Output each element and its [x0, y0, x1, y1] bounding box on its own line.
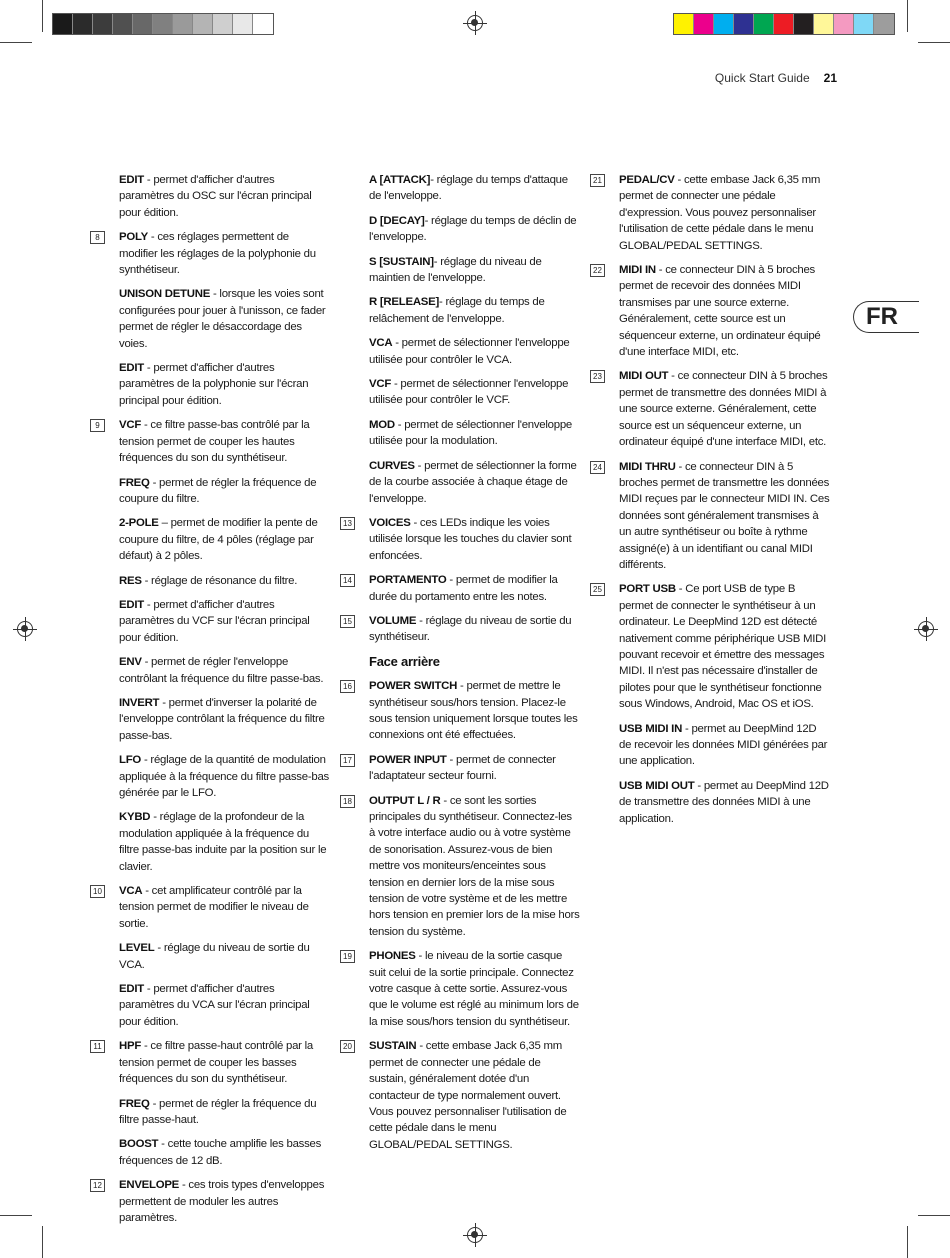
- term-description: - permet d'afficher d'autres paramètres du OSC sur l'écran principal pour édition.: [119, 174, 312, 219]
- grayscale-calibration-strip: [52, 13, 274, 35]
- swatch: [93, 14, 113, 34]
- crop-mark: [0, 1215, 32, 1216]
- list-item: [90, 475, 330, 508]
- term-description: - cette touche amplifie les basses fréquences de 12 dB.: [119, 1138, 322, 1167]
- item-number-badge: 15: [340, 615, 355, 628]
- list-item: [590, 721, 830, 770]
- term-description: - permet de mettre le synthétiseur sous/hors tension. Placez-le sous tension uniquement lorsque toutes les connexions ont été effectuées.: [369, 680, 578, 742]
- list-item: [590, 262, 830, 360]
- swatch: [193, 14, 213, 34]
- term-label: R [RELEASE]: [369, 296, 440, 309]
- swatch: [754, 14, 774, 34]
- term-description: - permet de régler la fréquence du filtre passe-haut.: [119, 1097, 317, 1126]
- item-number-badge: 11: [90, 1040, 105, 1053]
- list-item: [90, 1177, 330, 1226]
- crop-mark: [918, 1215, 950, 1216]
- term-description: - ce connecteur DIN à 5 broches permet de transmettre des données MIDI à une source externe. Généralement, cette source est un séquenceur externe, un ordinateur équipé d'une interface MIDI, etc.: [619, 370, 828, 449]
- crop-mark: [0, 42, 32, 43]
- item-number-badge: 23: [590, 370, 605, 383]
- term-label: S [SUSTAIN]: [369, 255, 434, 268]
- list-item: [340, 335, 580, 368]
- term-label: VCF: [119, 419, 142, 432]
- crop-mark: [907, 0, 908, 32]
- item-number-badge: 25: [590, 583, 605, 596]
- list-item: [340, 572, 580, 605]
- term-label: MIDI THRU: [619, 460, 676, 473]
- term-description: - permet d'afficher d'autres paramètres du VCF sur l'écran principal pour édition.: [119, 598, 310, 644]
- term-label: ENVELOPE: [119, 1179, 180, 1192]
- item-number-badge: 19: [340, 950, 355, 963]
- term-description: – permet de modifier la pente de coupure du filtre, de 4 pôles (réglage par défaut) à 2 pôles.: [119, 517, 318, 563]
- page-header: [715, 71, 837, 85]
- term-description: - ce filtre passe-haut contrôlé par la tension permet de couper les basses fréquences du son du synthétiseur.: [119, 1040, 314, 1086]
- swatch: [153, 14, 173, 34]
- term-label: VOICES: [369, 516, 411, 529]
- term-description: - cette embase Jack 6,35 mm permet de connecter une pédale d'expression. Vous pouvez personnaliser l'utilisation de cette pédale dans le menu GLOBAL/PEDAL SETTINGS.: [619, 174, 821, 252]
- list-item: [590, 581, 830, 712]
- item-number-badge: 8: [90, 231, 105, 244]
- list-item: [90, 940, 330, 973]
- term-description: - Ce port USB de type B permet de connecter le synthétiseur à un ordinateur. Le DeepMind 12D est détecté nativement comme périphérique USB MIDI pouvant recevoir et émettre des messages MIDI. Il n'est pas nécessaire d'installer de pilotes pour que le synthétiseur fonctionne sous Windows, Android, Mac OS et iOS.: [619, 583, 827, 711]
- item-number-badge: 24: [590, 461, 605, 474]
- item-number-badge: 18: [340, 795, 355, 808]
- term-description: - réglage de résonance du filtre.: [141, 574, 298, 587]
- registration-mark-icon: [467, 1227, 483, 1243]
- term-label: ENV: [119, 656, 142, 669]
- swatch: [233, 14, 253, 34]
- list-item: [590, 368, 830, 450]
- term-description: - permet de sélectionner l'enveloppe utilisée pour contrôler le VCF.: [369, 378, 569, 407]
- swatch: [854, 14, 874, 34]
- term-label: LFO: [119, 754, 142, 767]
- crop-mark: [918, 42, 950, 43]
- term-label: UNISON DETUNE: [119, 288, 211, 301]
- list-item: [590, 459, 830, 574]
- term-label: PORTAMENTO: [369, 574, 447, 587]
- item-number-badge: 9: [90, 419, 105, 432]
- term-label: 2-POLE: [119, 517, 159, 530]
- list-item: [340, 752, 580, 785]
- term-label: USB MIDI OUT: [619, 779, 695, 792]
- term-label: EDIT: [119, 598, 144, 611]
- swatch: [113, 14, 133, 34]
- term-description: - réglage du niveau de maintien de l'enveloppe.: [369, 255, 542, 285]
- term-label: VCF: [369, 378, 392, 391]
- term-label: EDIT: [119, 362, 144, 375]
- swatch: [73, 14, 93, 34]
- item-number-badge: 10: [90, 885, 105, 898]
- list-item: [340, 376, 580, 409]
- term-label: BOOST: [119, 1138, 159, 1151]
- term-label: VCA: [369, 337, 393, 350]
- list-item: [340, 294, 580, 327]
- term-description: - ce connecteur DIN à 5 broches permet de transmettre les données MIDI reçues par le connecteur MIDI IN. Ces données sont généralement transmises à un autre synthétiseur ou boîte à rythme assigné(e) à un identifiant ou canal MIDI différents.: [619, 460, 830, 571]
- list-item: [340, 793, 580, 941]
- term-description: - ces LEDs indique les voies utilisée lorsque les touches du clavier sont enfoncées.: [369, 516, 572, 562]
- section-title: Face arrière: [369, 653, 440, 669]
- swatch: [53, 14, 73, 34]
- item-number-badge: 22: [590, 264, 605, 277]
- term-description: - ces trois types d'enveloppes permettent de moduler les autres paramètres.: [119, 1179, 325, 1224]
- swatch: [814, 14, 834, 34]
- term-description: - permet d'afficher d'autres paramètres du VCA sur l'écran principal pour édition.: [119, 983, 310, 1028]
- column-right: [590, 172, 830, 835]
- swatch: [213, 14, 233, 34]
- crop-mark: [42, 0, 43, 32]
- term-description: - réglage du temps d'attaque de l'enveloppe.: [369, 174, 568, 203]
- term-description: - permet au DeepMind 12D de transmettre des données MIDI à une application.: [619, 779, 829, 825]
- term-label: PEDAL/CV: [619, 174, 675, 186]
- crop-mark: [42, 1226, 43, 1258]
- swatch: [133, 14, 153, 34]
- swatch: [834, 14, 854, 34]
- list-item: [90, 229, 330, 278]
- list-item: [90, 360, 330, 409]
- term-label: FREQ: [119, 1097, 150, 1110]
- term-label: EDIT: [119, 174, 144, 186]
- swatch: [714, 14, 734, 34]
- list-item: [590, 172, 830, 254]
- item-number-badge: 14: [340, 574, 355, 587]
- swatch: [674, 14, 694, 34]
- term-description: - réglage de la profondeur de la modulation appliquée à la fréquence du filtre passe-bas induite par la position sur le clavier.: [119, 811, 327, 873]
- term-description: - réglage du temps de relâchement de l'enveloppe.: [369, 296, 545, 325]
- swatch: [694, 14, 714, 34]
- list-item: [340, 213, 580, 246]
- swatch: [774, 14, 794, 34]
- term-description: - cette embase Jack 6,35 mm permet de connecter une pédale de sustain, généralement dotée d'un contacteur de type normalement ouvert. Vous pouvez personnaliser l'utilisation de cette pédale dans le menu GLOBAL/PEDAL SETTINGS.: [369, 1040, 567, 1151]
- swatch: [173, 14, 193, 34]
- term-label: MIDI OUT: [619, 370, 669, 383]
- term-description: - permet de régler la fréquence de coupure du filtre.: [119, 476, 317, 505]
- term-description: - réglage du niveau de sortie du synthétiseur.: [369, 614, 572, 644]
- list-item: [340, 678, 580, 744]
- list-item: [90, 597, 330, 646]
- term-label: POWER SWITCH: [369, 680, 458, 693]
- list-item: [90, 752, 330, 801]
- list-item: [340, 613, 580, 646]
- term-label: SUSTAIN: [369, 1040, 417, 1053]
- term-description: - cet amplificateur contrôlé par la tension permet de modifier le niveau de sortie.: [119, 885, 309, 930]
- list-item: [340, 172, 580, 205]
- term-description: - ce filtre passe-bas contrôlé par la tension permet de couper les hautes fréquences du son du synthétiseur.: [119, 419, 310, 465]
- term-label: EDIT: [119, 983, 144, 996]
- list-item: [340, 458, 580, 507]
- term-description: - ces réglages permettent de modifier les réglages de la polyphonie du synthétiseur.: [119, 231, 316, 277]
- list-item: [340, 1038, 580, 1153]
- swatch: [794, 14, 814, 34]
- term-description: - lorsque les voies sont configurées pour jouer à l'unisson, ce fader permet de régler le désaccordage des voies.: [119, 288, 326, 350]
- term-label: D [DECAY]: [369, 214, 425, 227]
- item-number-badge: 21: [590, 174, 605, 187]
- swatch: [253, 14, 273, 34]
- list-item: [90, 809, 330, 875]
- crop-mark: [907, 1226, 908, 1258]
- item-number-badge: 16: [340, 680, 355, 693]
- term-label: HPF: [119, 1040, 142, 1053]
- term-label: PHONES: [369, 950, 416, 963]
- term-description: - ce sont les sorties principales du synthétiseur. Connectez-les à votre interface audio ou à votre système de sonorisation. Assurez-vous de bien mettre vos moniteurs/enceintes sous tension en dernier lors de la mise sous tension de votre système et de les mettre hors tension en premier lors de la mise hors tension du système.: [369, 794, 580, 938]
- term-description: - permet de sélectionner l'enveloppe utilisée pour contrôler le VCA.: [369, 337, 570, 366]
- list-item: [90, 695, 330, 744]
- list-item: [90, 573, 330, 589]
- list-item: [90, 883, 330, 932]
- list-item: [340, 515, 580, 564]
- term-label: PORT USB: [619, 583, 676, 596]
- list-item: [90, 515, 330, 564]
- registration-mark-icon: [918, 621, 934, 637]
- term-label: INVERT: [119, 696, 160, 709]
- term-description: - le niveau de la sortie casque suit celui de la sortie principale. Connectez votre casque à cette sortie. Assurez-vous que le volume est réglé au minimum lors de la mise sous/hors tension du synthétiseur.: [369, 950, 579, 1028]
- term-label: A [ATTACK]: [369, 174, 431, 186]
- term-description: - permet de régler l'enveloppe contrôlant la fréquence du filtre passe-bas.: [119, 656, 324, 685]
- list-item: [340, 417, 580, 450]
- term-description: - réglage de la quantité de modulation appliquée à la fréquence du filtre passe-bas générée par le LFO.: [119, 754, 329, 799]
- term-label: VCA: [119, 885, 143, 898]
- term-description: - permet au DeepMind 12D de recevoir les données MIDI générées par une application.: [619, 722, 828, 768]
- list-item: [340, 948, 580, 1030]
- term-label: VOLUME: [369, 614, 417, 627]
- language-tab: FR: [853, 301, 919, 333]
- term-label: USB MIDI IN: [619, 722, 683, 735]
- item-number-badge: 13: [340, 517, 355, 530]
- registration-mark-icon: [467, 15, 483, 31]
- registration-mark-icon: [17, 621, 33, 637]
- list-item: [90, 1136, 330, 1169]
- guide-title: Quick Start Guide: [714, 71, 810, 85]
- page-number: 21: [823, 71, 837, 85]
- term-label: FREQ: [119, 476, 150, 489]
- rear-panel-list: [340, 678, 580, 1153]
- swatch: [874, 14, 894, 34]
- term-description: - réglage du temps de déclin de l'enveloppe.: [369, 214, 577, 244]
- list-item: [90, 417, 330, 466]
- term-description: - permet de sélectionner la forme de la courbe associée à chaque étage de l'enveloppe.: [369, 459, 577, 505]
- color-calibration-strip: [673, 13, 895, 35]
- list-item: [590, 778, 830, 827]
- swatch: [734, 14, 754, 34]
- list-item: [90, 1038, 330, 1087]
- list-item: [90, 286, 330, 352]
- term-label: POWER INPUT: [369, 753, 447, 766]
- term-label: OUTPUT L / R: [369, 794, 441, 807]
- front-panel-list: [340, 172, 580, 646]
- column-middle: [340, 172, 580, 1161]
- term-label: KYBD: [119, 811, 151, 824]
- term-label: MOD: [369, 418, 395, 431]
- item-number-badge: 17: [340, 754, 355, 767]
- term-description: - permet de modifier la durée du portamento entre les notes.: [369, 574, 558, 603]
- term-description: - permet de connecter l'adaptateur secteur fourni.: [369, 753, 556, 783]
- term-description: - réglage du niveau de sortie du VCA.: [119, 942, 310, 971]
- term-label: CURVES: [369, 459, 415, 472]
- item-number-badge: 12: [90, 1179, 105, 1192]
- term-label: LEVEL: [119, 942, 155, 955]
- term-label: RES: [119, 574, 142, 587]
- list-item: [90, 654, 330, 687]
- list-item: [90, 981, 330, 1030]
- list-item: [90, 1096, 330, 1129]
- term-label: MIDI IN: [619, 264, 656, 277]
- term-label: POLY: [119, 231, 148, 244]
- item-number-badge: 20: [340, 1040, 355, 1053]
- term-description: - permet d'afficher d'autres paramètres de la polyphonie sur l'écran principal pour édition.: [119, 362, 309, 407]
- column-left: [90, 172, 330, 1234]
- list-item: [90, 172, 330, 221]
- term-description: - permet de sélectionner l'enveloppe utilisée pour la modulation.: [369, 418, 573, 448]
- term-description: - ce connecteur DIN à 5 broches permet de recevoir des données MIDI transmises par une source externe. Généralement, cette source est un séquenceur externe, un ordinateur équipé d'une interface MIDI, etc.: [619, 264, 821, 359]
- term-description: - permet d'inverser la polarité de l'enveloppe contrôlant la fréquence du filtre passe-bas.: [119, 696, 325, 742]
- list-item: [340, 254, 580, 287]
